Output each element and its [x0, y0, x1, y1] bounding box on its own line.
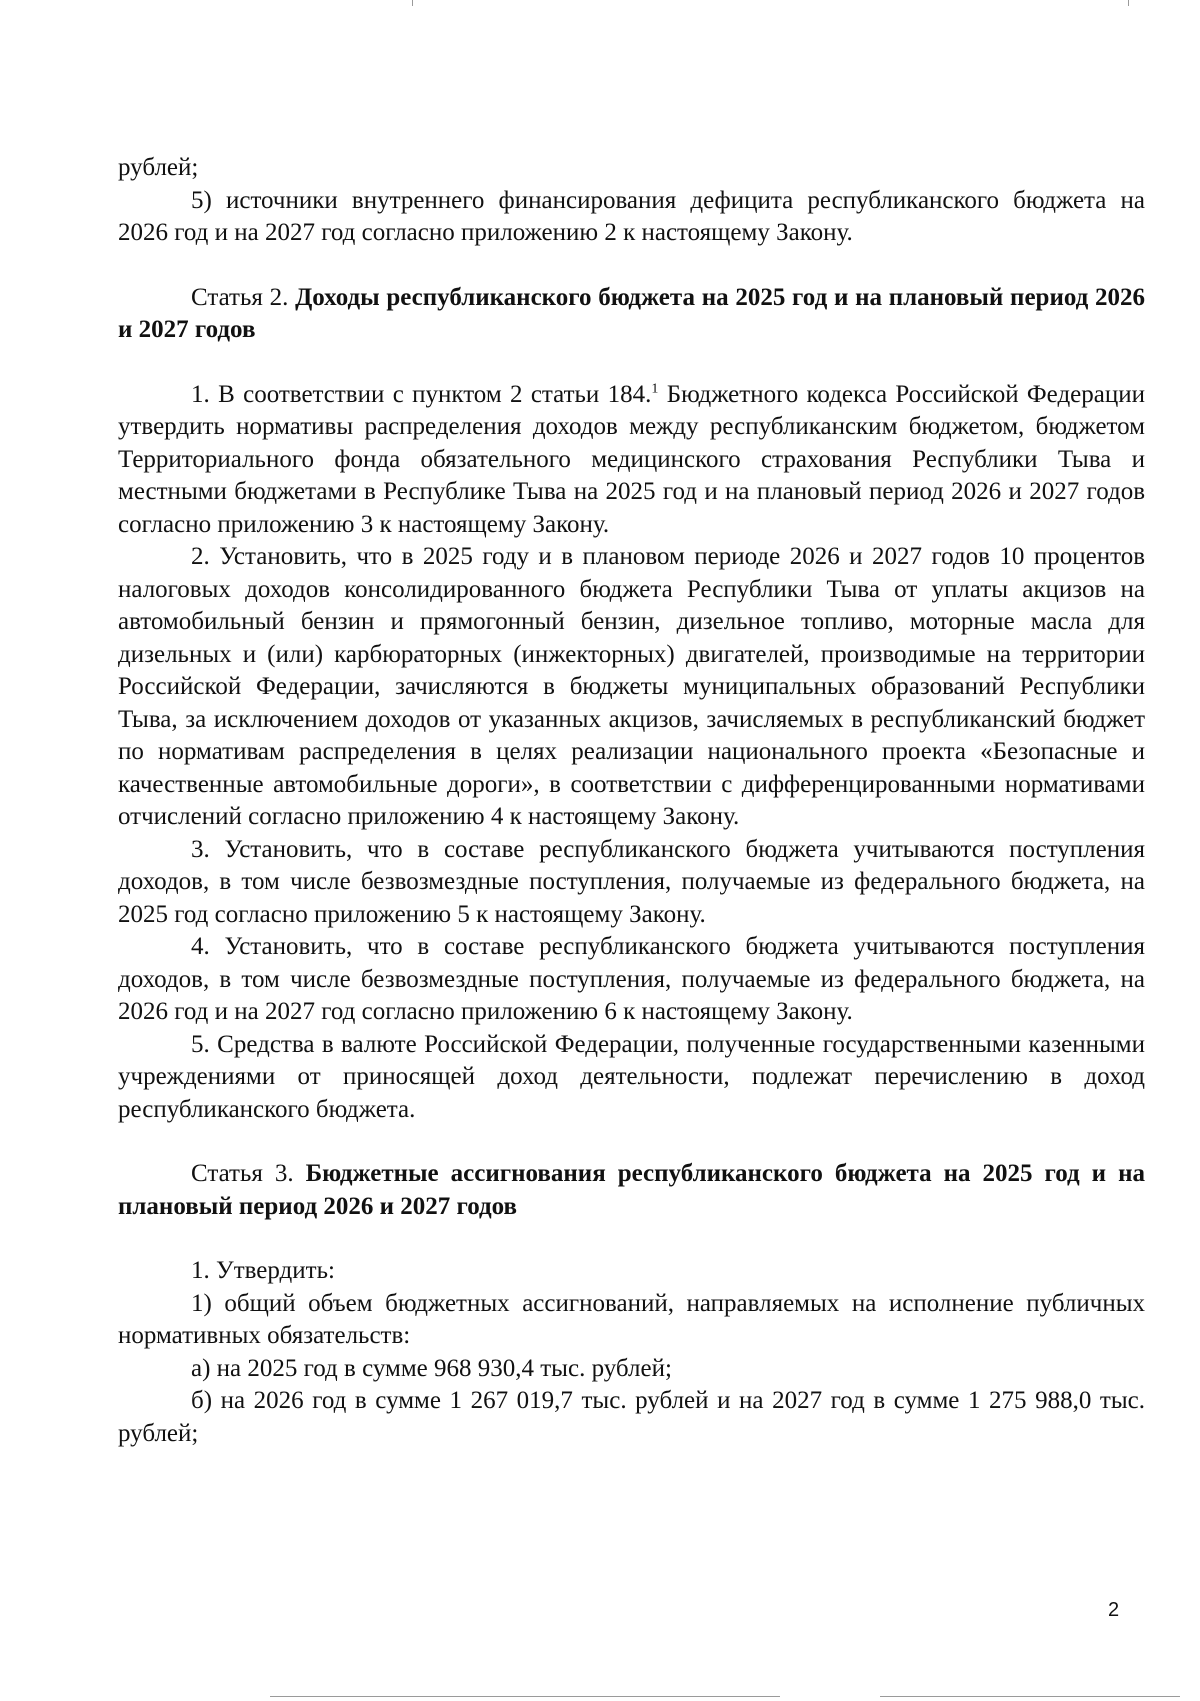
scan-mark-bottom-right — [880, 1696, 1180, 1697]
article-3-title: Бюджетные ассигнования республиканского бюджета на 2025 год и на плановый период 2026 и 2027 годов — [118, 1160, 1145, 1220]
article-2-paragraph-5: 5. Средства в валюте Российской Федерации, полученные государственными казенными учреждениями от приносящей доход деятельности, подлежат перечислению в доход республиканского бюджета. — [118, 1030, 1145, 1123]
footnote-superscript: 1 — [651, 381, 659, 397]
page-number: 2 — [1108, 1599, 1120, 1621]
article-2-paragraph-2: 2. Установить, что в 2025 году и в плановом периоде 2026 и 2027 годов 10 процентов налоговых доходов консолидированного бюджета Республики Тыва от уплаты акцизов на автомобильный бензин и прямогонный бензин, дизельное топливо, моторные масла для дизельных и (или) карбюраторных (инжекторных) двигателей, производимые на территории Российской Федерации, зачисляются в бюджеты муниципальных образований Республики Тыва, за исключением доходов от указанных акцизов, зачисляемых в республиканский бюджет по нормативам распределения в целях реализации национального проекта «Безопасные и качественные автомобильные дороги», в соответствии с дифференцированными нормативами отчислений согласно приложению 4 к настоящему Закону. — [118, 543, 1145, 830]
article-2-prefix: Статья 2. — [191, 283, 289, 311]
continuation-line: рублей; — [118, 154, 199, 181]
article-2-paragraph-4: 4. Установить, что в составе республиканского бюджета учитываются поступления доходов, в том числе безвозмездные поступления, получаемые из федерального бюджета, на 2026 год и на 2027 год согласно приложению 6 к настоящему Закону. — [118, 933, 1145, 1025]
scan-mark-bottom-left — [270, 1696, 780, 1697]
document-body — [118, 152, 1145, 1450]
article-2-paragraph-3: 3. Установить, что в составе республиканского бюджета учитываются поступления доходов, в том числе безвозмездные поступления, получаемые из федерального бюджета, на 2025 год согласно приложению 5 к настоящему Закону. — [118, 835, 1145, 928]
scan-mark-top-left — [412, 0, 413, 6]
article-3-subitem-1: 1) общий объем бюджетных ассигнований, направляемых на исполнение публичных нормативных обязательств: — [118, 1289, 1145, 1349]
article-3-prefix: Статья 3. — [191, 1160, 294, 1187]
article-3-paragraph-1: 1. Утвердить: — [191, 1257, 335, 1284]
article-2-heading — [118, 282, 1145, 347]
article-2-title: Доходы республиканского бюджета на 2025 год и на плановый период 2026 и 2027 годов — [118, 283, 1146, 343]
scan-mark-top-right — [1128, 0, 1129, 6]
list-item-5: 5) источники внутреннего финансирования дефицита республиканского бюджета на 2026 год и на 2027 год согласно приложению 2 к настоящему Закону. — [118, 186, 1145, 246]
article-3-subitem-1b: б) на 2026 год в сумме 1 267 019,7 тыс. рублей и на 2027 год в сумме 1 275 988,0 тыс. рублей; — [118, 1387, 1145, 1447]
article-2-paragraph-1 — [118, 379, 1145, 542]
paragraph-1-start: 1. В соответствии с пунктом 2 статьи 184. — [191, 380, 652, 408]
article-3-subitem-1a: а) на 2025 год в сумме 968 930,4 тыс. рублей; — [191, 1354, 672, 1382]
paragraph-1-end: Бюджетного кодекса Российской Федерации утвердить нормативы распределения доходов между республиканским бюджетом, бюджетом Территориального фонда обязательного медицинского страхования Республики Тыва и местными бюджетами в Республике Тыва на 2025 год и на плановый период 2026 и 2027 годов согласно приложению 3 к настоящему Закону. — [118, 380, 1145, 538]
article-3-heading — [118, 1158, 1145, 1223]
